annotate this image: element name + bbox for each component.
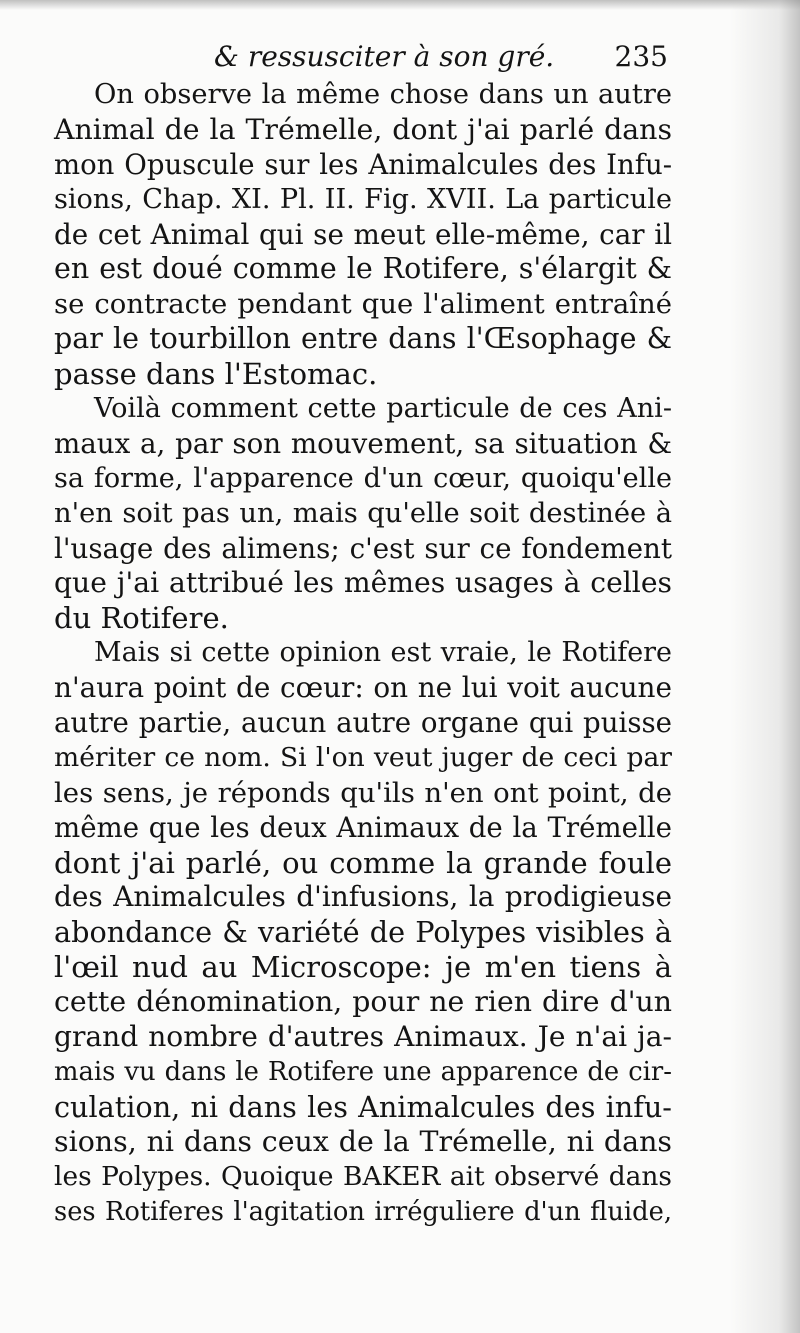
text-line: mériter ce nom. Si l'on veut juger de ceci par bbox=[54, 741, 672, 773]
text-line: autre partie, aucun autre organe qui puisse bbox=[54, 706, 672, 740]
text-line: mon Opuscule sur les Animalcules des Infu- bbox=[54, 148, 672, 181]
text-line: même que les deux Animaux de la Trémelle bbox=[54, 810, 672, 844]
text-line: maux a, par son mouvement, sa situation & bbox=[54, 426, 672, 460]
text-line: par le tourbillon entre dans l'Œsophage & bbox=[54, 322, 672, 356]
text-line: n'aura point de cœur: on ne lui voit aucune bbox=[54, 671, 672, 705]
page-text bbox=[54, 40, 672, 1229]
text-line: du Rotifere. bbox=[54, 601, 229, 636]
text-line: l'œil nud au Microscope: je m'en tiens à bbox=[54, 950, 672, 985]
running-head bbox=[54, 40, 672, 78]
page-gutter-shadow bbox=[730, 0, 800, 1333]
text-line: cette dénomination, pour ne rien dire d'un bbox=[54, 985, 672, 1019]
text-line: Mais si cette opinion est vraie, le Rotifere bbox=[94, 637, 672, 669]
text-line: des Animalcules d'infusions, la prodigieuse bbox=[54, 880, 672, 914]
text-line: passe dans l'Estomac. bbox=[54, 357, 378, 392]
paragraph bbox=[54, 78, 672, 392]
page-number: 235 bbox=[614, 40, 668, 73]
text-line: sa forme, l'apparence d'un cœur, quoiqu'elle bbox=[54, 462, 672, 494]
paragraph bbox=[54, 392, 672, 636]
text-line: culation, ni dans les Animalcules des infu- bbox=[54, 1089, 672, 1124]
text-line: On observe la même chose dans un autre bbox=[94, 79, 672, 110]
text-line: n'en soit pas un, mais qu'elle soit destinée à bbox=[54, 497, 672, 529]
text-line: les Polypes. Quoique BAKER ait observé dans bbox=[54, 1160, 672, 1192]
text-line: Animal de la Trémelle, dont j'ai parlé dans bbox=[54, 112, 672, 146]
text-line: mais vu dans le Rotifere une apparence de cir- bbox=[54, 1056, 672, 1087]
text-line: de cet Animal qui se meut elle-même, car il bbox=[54, 217, 672, 251]
text-line: Voilà comment cette particule de ces Ani- bbox=[94, 393, 672, 425]
text-line: abondance & variété de Polypes visibles à bbox=[54, 915, 672, 950]
text-line: sions, ni dans ceux de la Trémelle, ni dans bbox=[54, 1124, 672, 1158]
text-line: que j'ai attribué les mêmes usages à celles bbox=[54, 566, 672, 600]
text-line: l'usage des alimens; c'est sur ce fondement bbox=[54, 531, 672, 565]
text-line: en est doué comme le Rotifere, s'élargit & bbox=[54, 252, 672, 286]
paragraph bbox=[54, 636, 672, 1229]
text-line: se contracte pendant que l'aliment entraîné bbox=[54, 288, 672, 321]
text-line: ses Rotiferes l'agitation irréguliere d'un fluide, bbox=[54, 1196, 672, 1227]
text-line: sions, Chap. XI. Pl. II. Fig. XVII. La particule bbox=[54, 183, 672, 215]
text-line: les sens, je réponds qu'ils n'en ont point, de bbox=[54, 776, 672, 809]
text-line: grand nombre d'autres Animaux. Je n'ai ja- bbox=[54, 1020, 672, 1054]
text-line: dont j'ai parlé, ou comme la grande foule bbox=[54, 845, 672, 880]
running-head-title: & ressusciter à son gré. bbox=[214, 40, 555, 73]
page-top-edge bbox=[0, 0, 800, 10]
